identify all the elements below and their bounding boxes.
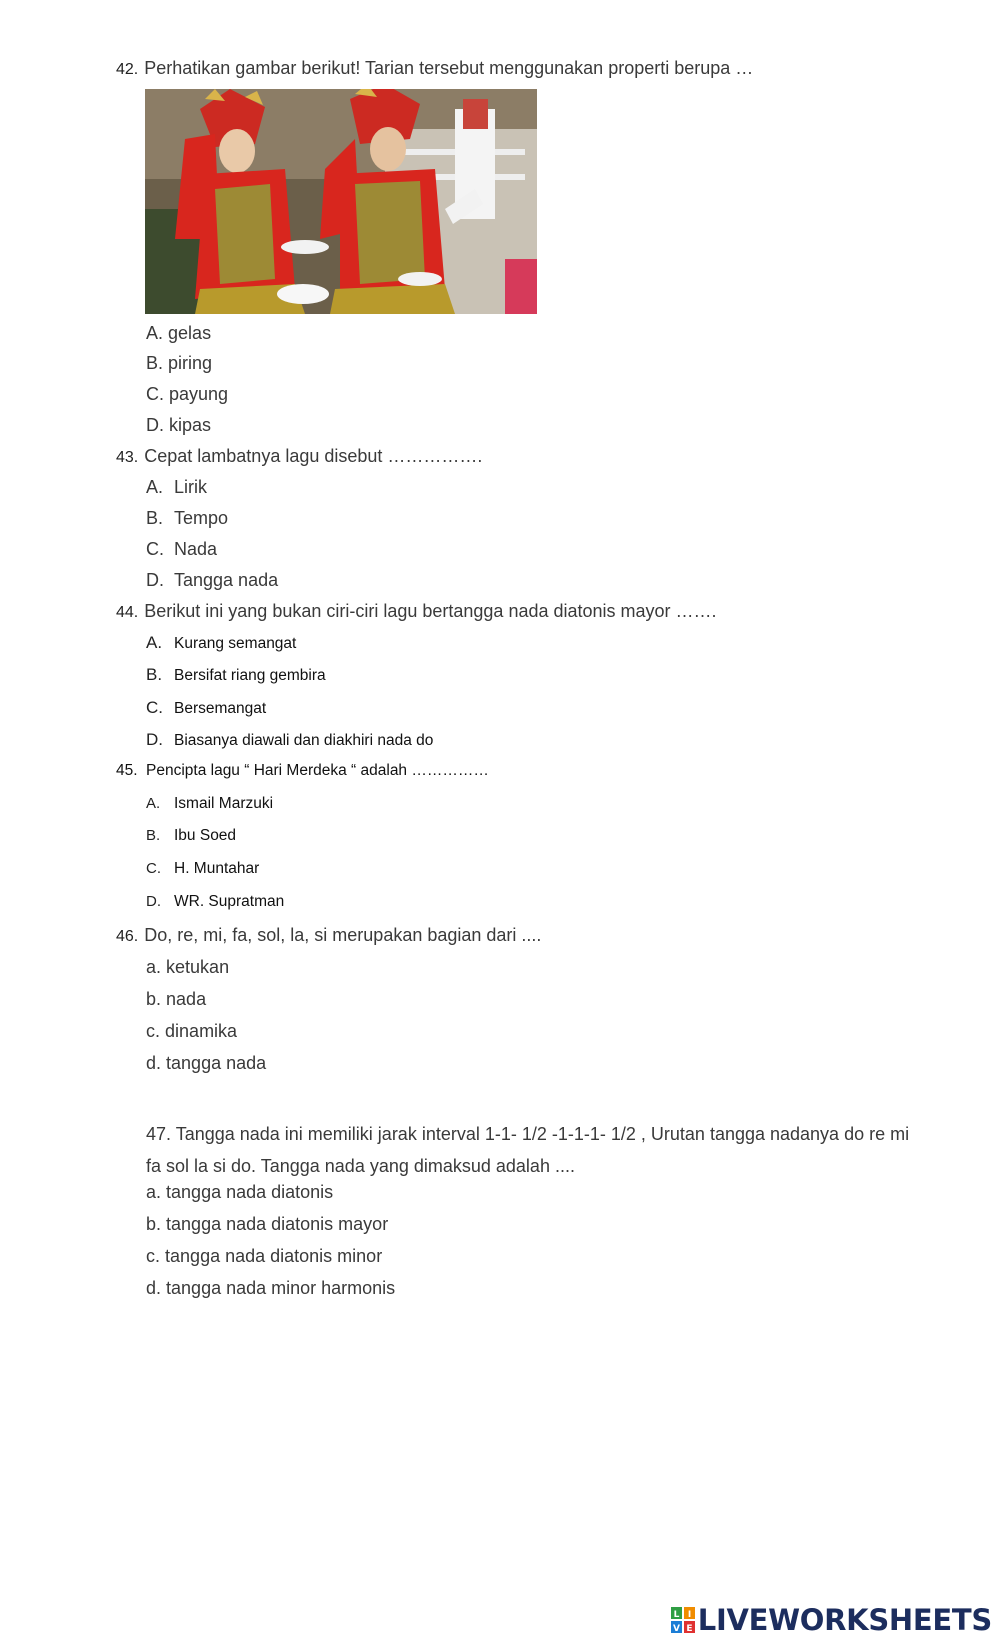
option-letter: b.: [146, 989, 162, 1009]
option-text: tangga nada diatonis: [166, 1182, 334, 1202]
option-letter: D.: [146, 730, 163, 749]
question-46: [116, 925, 541, 946]
option-text: tangga nada diatonis mayor: [166, 1214, 389, 1234]
option-letter: c.: [146, 1021, 161, 1041]
question-47: [146, 1118, 926, 1182]
question-number: 45.: [116, 762, 138, 779]
option-letter: B.: [146, 353, 164, 373]
logo-text: LIVEWORKSHEETS: [697, 1603, 992, 1637]
option-47-c[interactable]: [146, 1246, 382, 1267]
option-46-b[interactable]: [146, 989, 206, 1010]
option-letter: A.: [146, 323, 164, 343]
question-text: Do, re, mi, fa, sol, la, si merupakan bagian dari ....: [144, 925, 542, 945]
option-text: WR. Supratman: [174, 893, 285, 910]
option-letter: D.: [146, 570, 164, 590]
option-47-d[interactable]: [146, 1278, 395, 1299]
option-text: payung: [169, 384, 229, 404]
option-letter: a.: [146, 1182, 162, 1202]
question-45: [116, 762, 489, 780]
option-letter: d.: [146, 1053, 162, 1073]
option-letter: A.: [146, 477, 164, 497]
question-44: [116, 601, 717, 622]
option-letter: A.: [146, 795, 161, 812]
option-text: dinamika: [165, 1021, 238, 1041]
option-letter: C.: [146, 698, 163, 717]
question-text: Berikut ini yang bukan ciri-ciri lagu bertangga nada diatonis mayor …….: [144, 601, 717, 621]
liveworksheets-logo[interactable]: [671, 1603, 992, 1637]
option-45-c[interactable]: [146, 860, 259, 878]
option-text: Lirik: [174, 477, 208, 497]
option-text: Ibu Soed: [174, 827, 237, 844]
option-45-b[interactable]: [146, 827, 236, 845]
question-number: 42.: [116, 61, 139, 78]
option-44-d[interactable]: [146, 730, 433, 750]
option-44-a[interactable]: [146, 633, 296, 653]
option-47-a[interactable]: [146, 1182, 333, 1203]
option-text: kipas: [169, 415, 212, 435]
option-text: Biasanya diawali dan diakhiri nada do: [174, 732, 434, 749]
option-43-b[interactable]: [146, 508, 228, 529]
option-text: Kurang semangat: [174, 635, 297, 652]
option-letter: d.: [146, 1278, 162, 1298]
option-text: Ismail Marzuki: [174, 795, 274, 812]
option-letter: a.: [146, 957, 162, 977]
icon-letter: L: [673, 1610, 680, 1620]
option-45-d[interactable]: [146, 893, 284, 911]
question-text: 47. Tangga nada ini memiliki jarak interval 1-1- 1/2 -1-1-1- 1/2 , Urutan tangga nadanya do re mi fa sol la si do. Tangga nada yang dimaksud adalah ....: [146, 1124, 910, 1176]
question-text: Perhatikan gambar berikut! Tarian tersebut menggunakan properti berupa …: [144, 58, 754, 78]
icon-letter: I: [687, 1610, 691, 1620]
question-text: Pencipta lagu “ Hari Merdeka “ adalah ……………: [146, 762, 489, 779]
option-letter: D.: [146, 893, 161, 910]
option-letter: B.: [146, 665, 163, 684]
option-letter: B.: [146, 827, 161, 844]
option-text: ketukan: [166, 957, 230, 977]
option-text: tangga nada: [166, 1053, 267, 1073]
option-text: piring: [168, 353, 213, 373]
option-letter: C.: [146, 384, 164, 404]
option-text: tangga nada diatonis minor: [165, 1246, 383, 1266]
option-44-c[interactable]: [146, 698, 266, 718]
option-47-b[interactable]: [146, 1214, 388, 1235]
option-letter: D.: [146, 415, 164, 435]
option-text: nada: [166, 989, 207, 1009]
option-text: Nada: [174, 539, 218, 559]
option-letter: C.: [146, 539, 164, 559]
icon-letter: E: [686, 1624, 693, 1633]
option-42-a[interactable]: [146, 323, 211, 344]
option-43-a[interactable]: [146, 477, 207, 498]
question-number: 43.: [116, 449, 139, 466]
option-letter: A.: [146, 633, 163, 652]
option-letter: B.: [146, 508, 164, 528]
option-46-d[interactable]: [146, 1053, 266, 1074]
dancers-photo-icon: [145, 89, 537, 314]
option-46-c[interactable]: [146, 1021, 237, 1042]
option-43-c[interactable]: [146, 539, 217, 560]
option-44-b[interactable]: [146, 665, 326, 685]
option-text: Bersemangat: [174, 700, 267, 717]
option-text: Bersifat riang gembira: [174, 667, 326, 684]
option-42-b[interactable]: [146, 353, 212, 374]
question-42: [116, 58, 753, 79]
option-text: tangga nada minor harmonis: [166, 1278, 396, 1298]
icon-letter: V: [672, 1624, 680, 1633]
question-number: 46.: [116, 928, 139, 945]
option-letter: C.: [146, 860, 161, 877]
option-46-a[interactable]: [146, 957, 229, 978]
option-42-c[interactable]: [146, 384, 228, 405]
option-43-d[interactable]: [146, 570, 278, 591]
option-letter: c.: [146, 1246, 161, 1266]
option-text: H. Muntahar: [174, 860, 260, 877]
question-43: [116, 446, 482, 467]
option-text: gelas: [168, 323, 212, 343]
option-text: Tangga nada: [174, 570, 279, 590]
liveworksheets-icon: [671, 1607, 695, 1633]
option-42-d[interactable]: [146, 415, 211, 436]
question-number: 44.: [116, 604, 139, 621]
option-letter: b.: [146, 1214, 162, 1234]
option-text: Tempo: [174, 508, 229, 528]
option-45-a[interactable]: [146, 795, 273, 813]
question-text: Cepat lambatnya lagu disebut …………….: [144, 446, 483, 466]
